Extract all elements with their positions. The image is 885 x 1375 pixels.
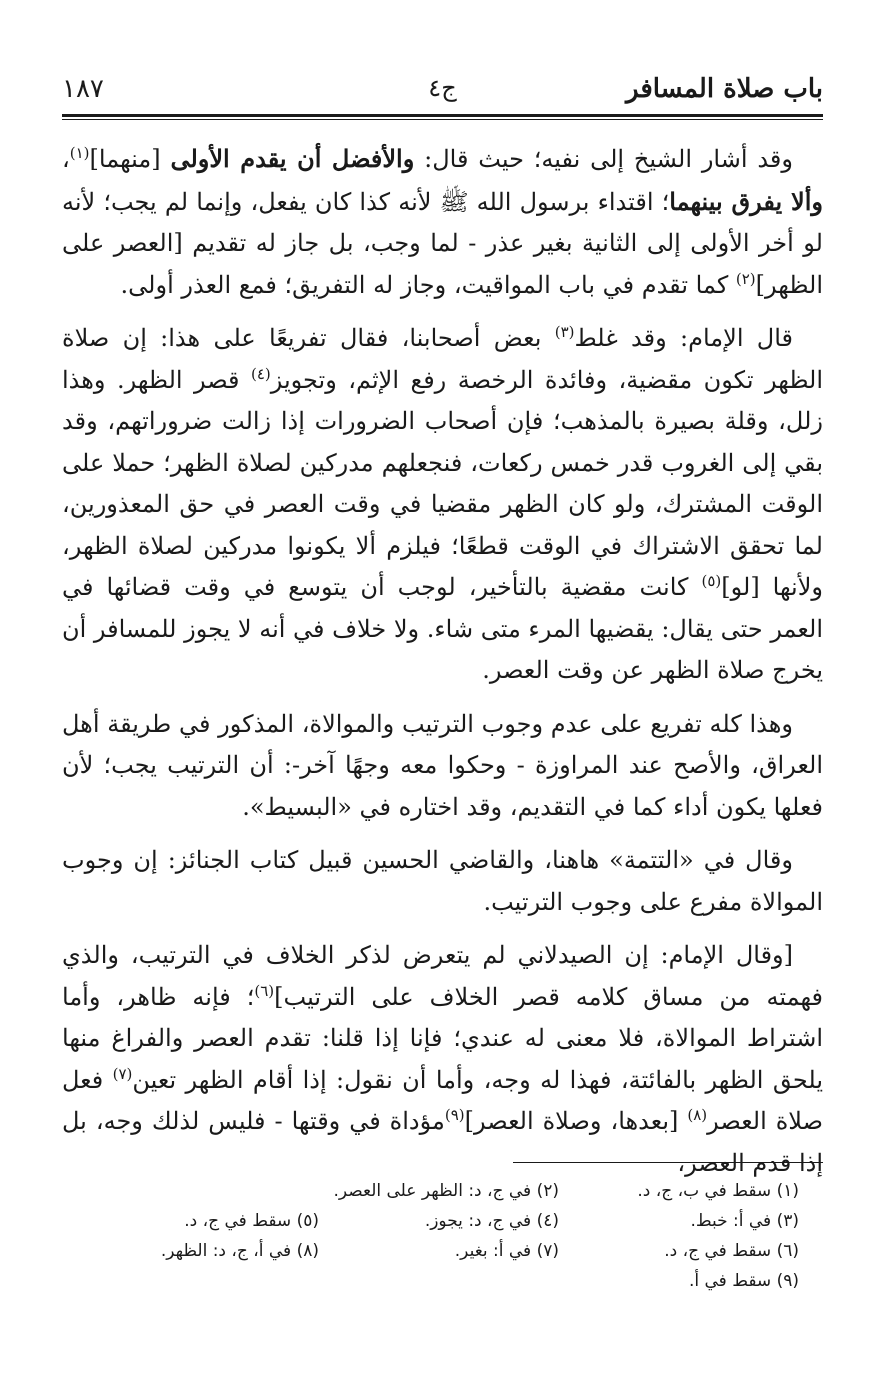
volume-label: ج٤ <box>428 74 457 102</box>
header-rule-thin <box>62 119 823 120</box>
chapter-title: باب صلاة المسافر <box>625 74 823 104</box>
paragraph <box>62 318 823 692</box>
text-run: كما تقدم في باب المواقيت، وجاز له التفريق؛ فمع العذر أولى. <box>120 270 736 299</box>
header-rule <box>62 114 823 117</box>
paragraph <box>62 138 823 306</box>
footnote-reference: (٨) <box>687 1106 708 1124</box>
footnote-item: (٥) سقط في ج، د. <box>184 1211 319 1231</box>
text-run: بعض أصحابنا، فقال تفريعًا على هذا: إن صلاة الظهر تكون مقضية، وفائدة الرخصة رفع الإثم، وتجويز <box>62 324 823 394</box>
footnote-reference: (٧) <box>112 1064 133 1083</box>
text-run: وهذا كله تفريع على عدم وجوب الترتيب والموالاة، المذكور في طريقة أهل العراق، والأصح عند المراوزة - وحكوا معه وجهًا آخر-: أن الترتيب يجب؛ لأن فعلها يكون أداء كما في التقديم، وقد اختاره في «البسيط». <box>62 709 823 821</box>
footnote-reference: (٣) <box>554 323 575 341</box>
footnote-item: (٣) في أ: خبط. <box>690 1211 799 1231</box>
footnote-item: (٨) في أ، ج، د: الظهر. <box>160 1241 319 1261</box>
main-text <box>62 138 823 1196</box>
text-run: كانت مقضية بالتأخير، لوجب أن يتوسع في وقت قضائها في العمر حتى يقال: يقضيها المرء متى شاء. ولا خلاف في أنه لا يجوز للمسافر أن يخرج صلاة الظهر عن وقت العصر. <box>61 573 823 684</box>
text-run: وقال في «التتمة» هاهنا، والقاضي الحسين قبيل كتاب الجنائز: إن وجوب الموالاة مفرع على وجوب الترتيب. <box>62 846 823 916</box>
footnote-row <box>62 1266 799 1296</box>
paragraph <box>62 704 823 829</box>
footnotes <box>62 1176 799 1296</box>
text-run: فعل صلاة العصر <box>62 1065 824 1135</box>
text-run: ، <box>62 145 70 173</box>
footnote-reference: (٩) <box>444 1106 465 1124</box>
paragraph <box>62 935 823 1184</box>
footnote-reference: (١) <box>69 144 90 162</box>
footnote-separator <box>513 1162 823 1163</box>
footnote-item: (٢) في ج، د: الظهر على العصر. <box>333 1181 559 1201</box>
bold-text: وألا يفرق بينهما <box>669 186 823 216</box>
page-header <box>62 68 823 108</box>
footnote-item: (٦) سقط في ج، د. <box>664 1241 799 1261</box>
footnote-item: (١) سقط في ب، ج، د. <box>637 1181 799 1201</box>
text-run: ؛ اقتداء برسول الله ﷺ لأنه كذا كان يفعل، وإنما لم يجب؛ لأنه لو أخر الأولى إلى الثانية بغير عذر - لما وجب، بل جاز له تقديم [العصر على الظهر] <box>62 187 823 299</box>
footnote-item: (٩) سقط في أ. <box>688 1271 799 1291</box>
text-run: [بعدها، وصلاة العصر] <box>464 1107 688 1135</box>
text-run: [وقال الإمام: إن الصيدلاني لم يتعرض لذكر الخلاف في الترتيب، والذي فهمته من مساق كلامه قصر الخلاف على الترتيب] <box>62 941 824 1011</box>
footnote-reference: (٢) <box>735 269 756 288</box>
text-run: ؛ فإنه ظاهر، وأما اشتراط الموالاة، فلا معنى له عندي؛ فإنا إذا قلنا: تقدم العصر والفراغ منها يلحق الظهر بالفائتة، فهذا له وجه، وأما أن نقول: إذا أقام الظهر تعين <box>62 982 823 1094</box>
footnote-row <box>62 1176 799 1206</box>
paragraph <box>62 840 823 923</box>
footnote-reference: (٤) <box>250 364 271 383</box>
text-run: قصر الظهر. وهذا زلل، وقلة بصيرة بالمذهب؛ فإن أصحاب الضرورات إذا زالت ضروراتهم، وقد بقي إلى الغروب قدر خمس ركعات، فنجعلهم مدركين لصلاة الظهر؛ حملا على الوقت المشترك، ولو كان الظهر مقضيا في وقت العصر في حق المعذورين، لما تحقق الاشتراك في الوقت قطعًا؛ فيلزم ألا يكونوا مدركين لصلاة الظهر، ولأنها [لو] <box>62 365 824 601</box>
footnote-item: (٤) في ج، د: يجوز. <box>424 1211 559 1231</box>
footnote-reference: (٥) <box>701 572 722 590</box>
bold-text: والأفضل أن يقدم الأولى <box>170 144 415 173</box>
page-number: ١٨٧ <box>62 74 104 104</box>
text-run: قال الإمام: وقد غلط <box>574 324 793 352</box>
footnote-row <box>62 1236 799 1266</box>
text-run: [منهما] <box>89 145 171 173</box>
footnote-row <box>62 1206 799 1236</box>
text-run: وقد أشار الشيخ إلى نفيه؛ حيث قال: <box>414 145 793 173</box>
text-run: مؤداة في وقتها - فليس لذلك وجه، بل إذا قدم العصر، <box>62 1107 823 1177</box>
footnote-item: (٧) في أ: بغير. <box>454 1241 559 1261</box>
footnote-reference: (٦) <box>254 981 275 1000</box>
